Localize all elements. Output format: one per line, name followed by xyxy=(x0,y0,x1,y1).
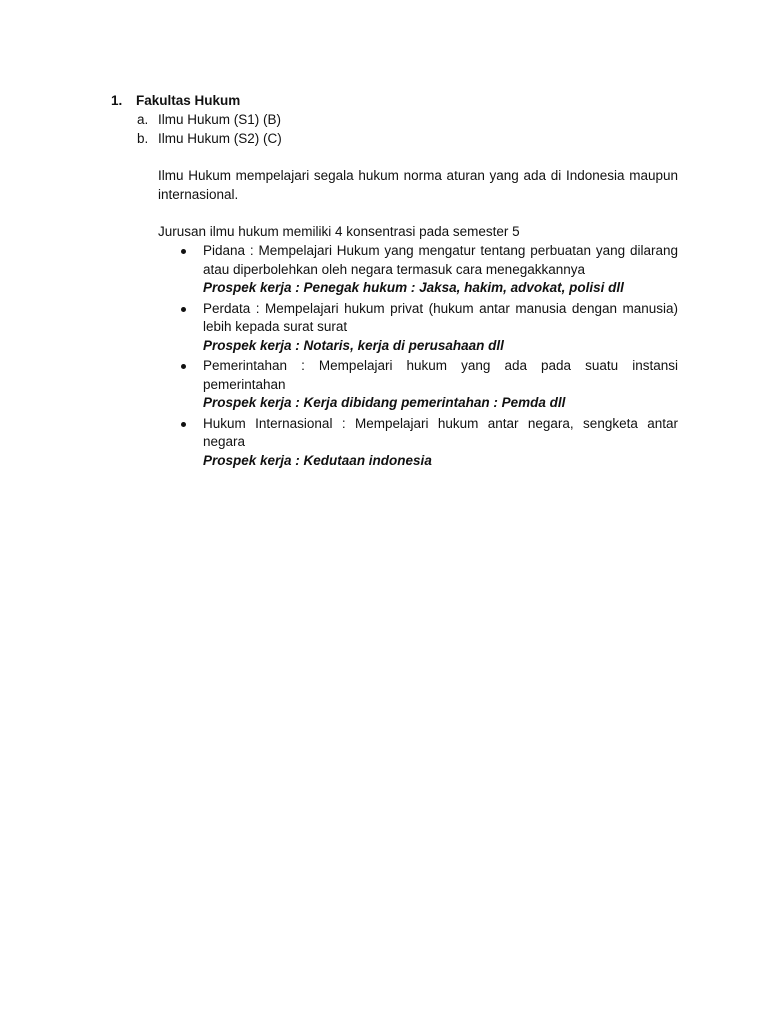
program-item xyxy=(137,130,282,148)
concentration-item xyxy=(178,357,678,413)
prospek-kerja: Prospek kerja : Kedutaan indonesia xyxy=(203,452,432,468)
bullet-icon xyxy=(181,307,186,312)
program-letter: b. xyxy=(137,131,149,146)
concentration-text: Hukum Internasional : Mempelajari hukum antar negara, sengketa antar negara xyxy=(203,415,678,449)
prospek-kerja: Prospek kerja : Notaris, kerja di perusahaan dll xyxy=(203,337,504,353)
concentration-intro: Jurusan ilmu hukum memiliki 4 konsentrasi pada semester 5 xyxy=(158,224,520,239)
section-heading xyxy=(111,92,240,110)
bullet-icon xyxy=(181,364,186,369)
program-letter: a. xyxy=(137,112,149,127)
program-label: Ilmu Hukum (S1) (B) xyxy=(158,112,282,127)
concentration-text: Perdata : Mempelajari hukum privat (hukum antar manusia dengan manusia) lebih kepada surat surat xyxy=(203,300,678,334)
prospek-kerja: Prospek kerja : Penegak hukum : Jaksa, hakim, advokat, polisi dll xyxy=(203,280,624,295)
prospek-kerja: Prospek kerja : Kerja dibidang pemerintahan : Pemda dll xyxy=(203,395,566,410)
concentration-text: Pemerintahan : Mempelajari hukum yang ada pada suatu instansi pemerintahan xyxy=(203,358,678,392)
bullet-icon xyxy=(181,249,186,254)
program-item xyxy=(137,111,281,129)
section-title: Fakultas Hukum xyxy=(136,93,241,108)
concentration-text: Pidana : Mempelajari Hukum yang mengatur tentang perbuatan yang dilarang atau diperbolehkan oleh negara termasuk cara menegakkannya xyxy=(203,243,678,277)
section-number: 1. xyxy=(111,93,123,108)
concentration-item xyxy=(178,300,678,356)
concentration-list xyxy=(178,242,678,472)
concentration-item xyxy=(178,415,678,471)
program-label: Ilmu Hukum (S2) (C) xyxy=(158,131,282,146)
bullet-icon xyxy=(181,422,186,427)
description-paragraph: Ilmu Hukum mempelajari segala hukum norma aturan yang ada di Indonesia maupun internasional. xyxy=(158,168,678,202)
concentration-item xyxy=(178,242,678,298)
